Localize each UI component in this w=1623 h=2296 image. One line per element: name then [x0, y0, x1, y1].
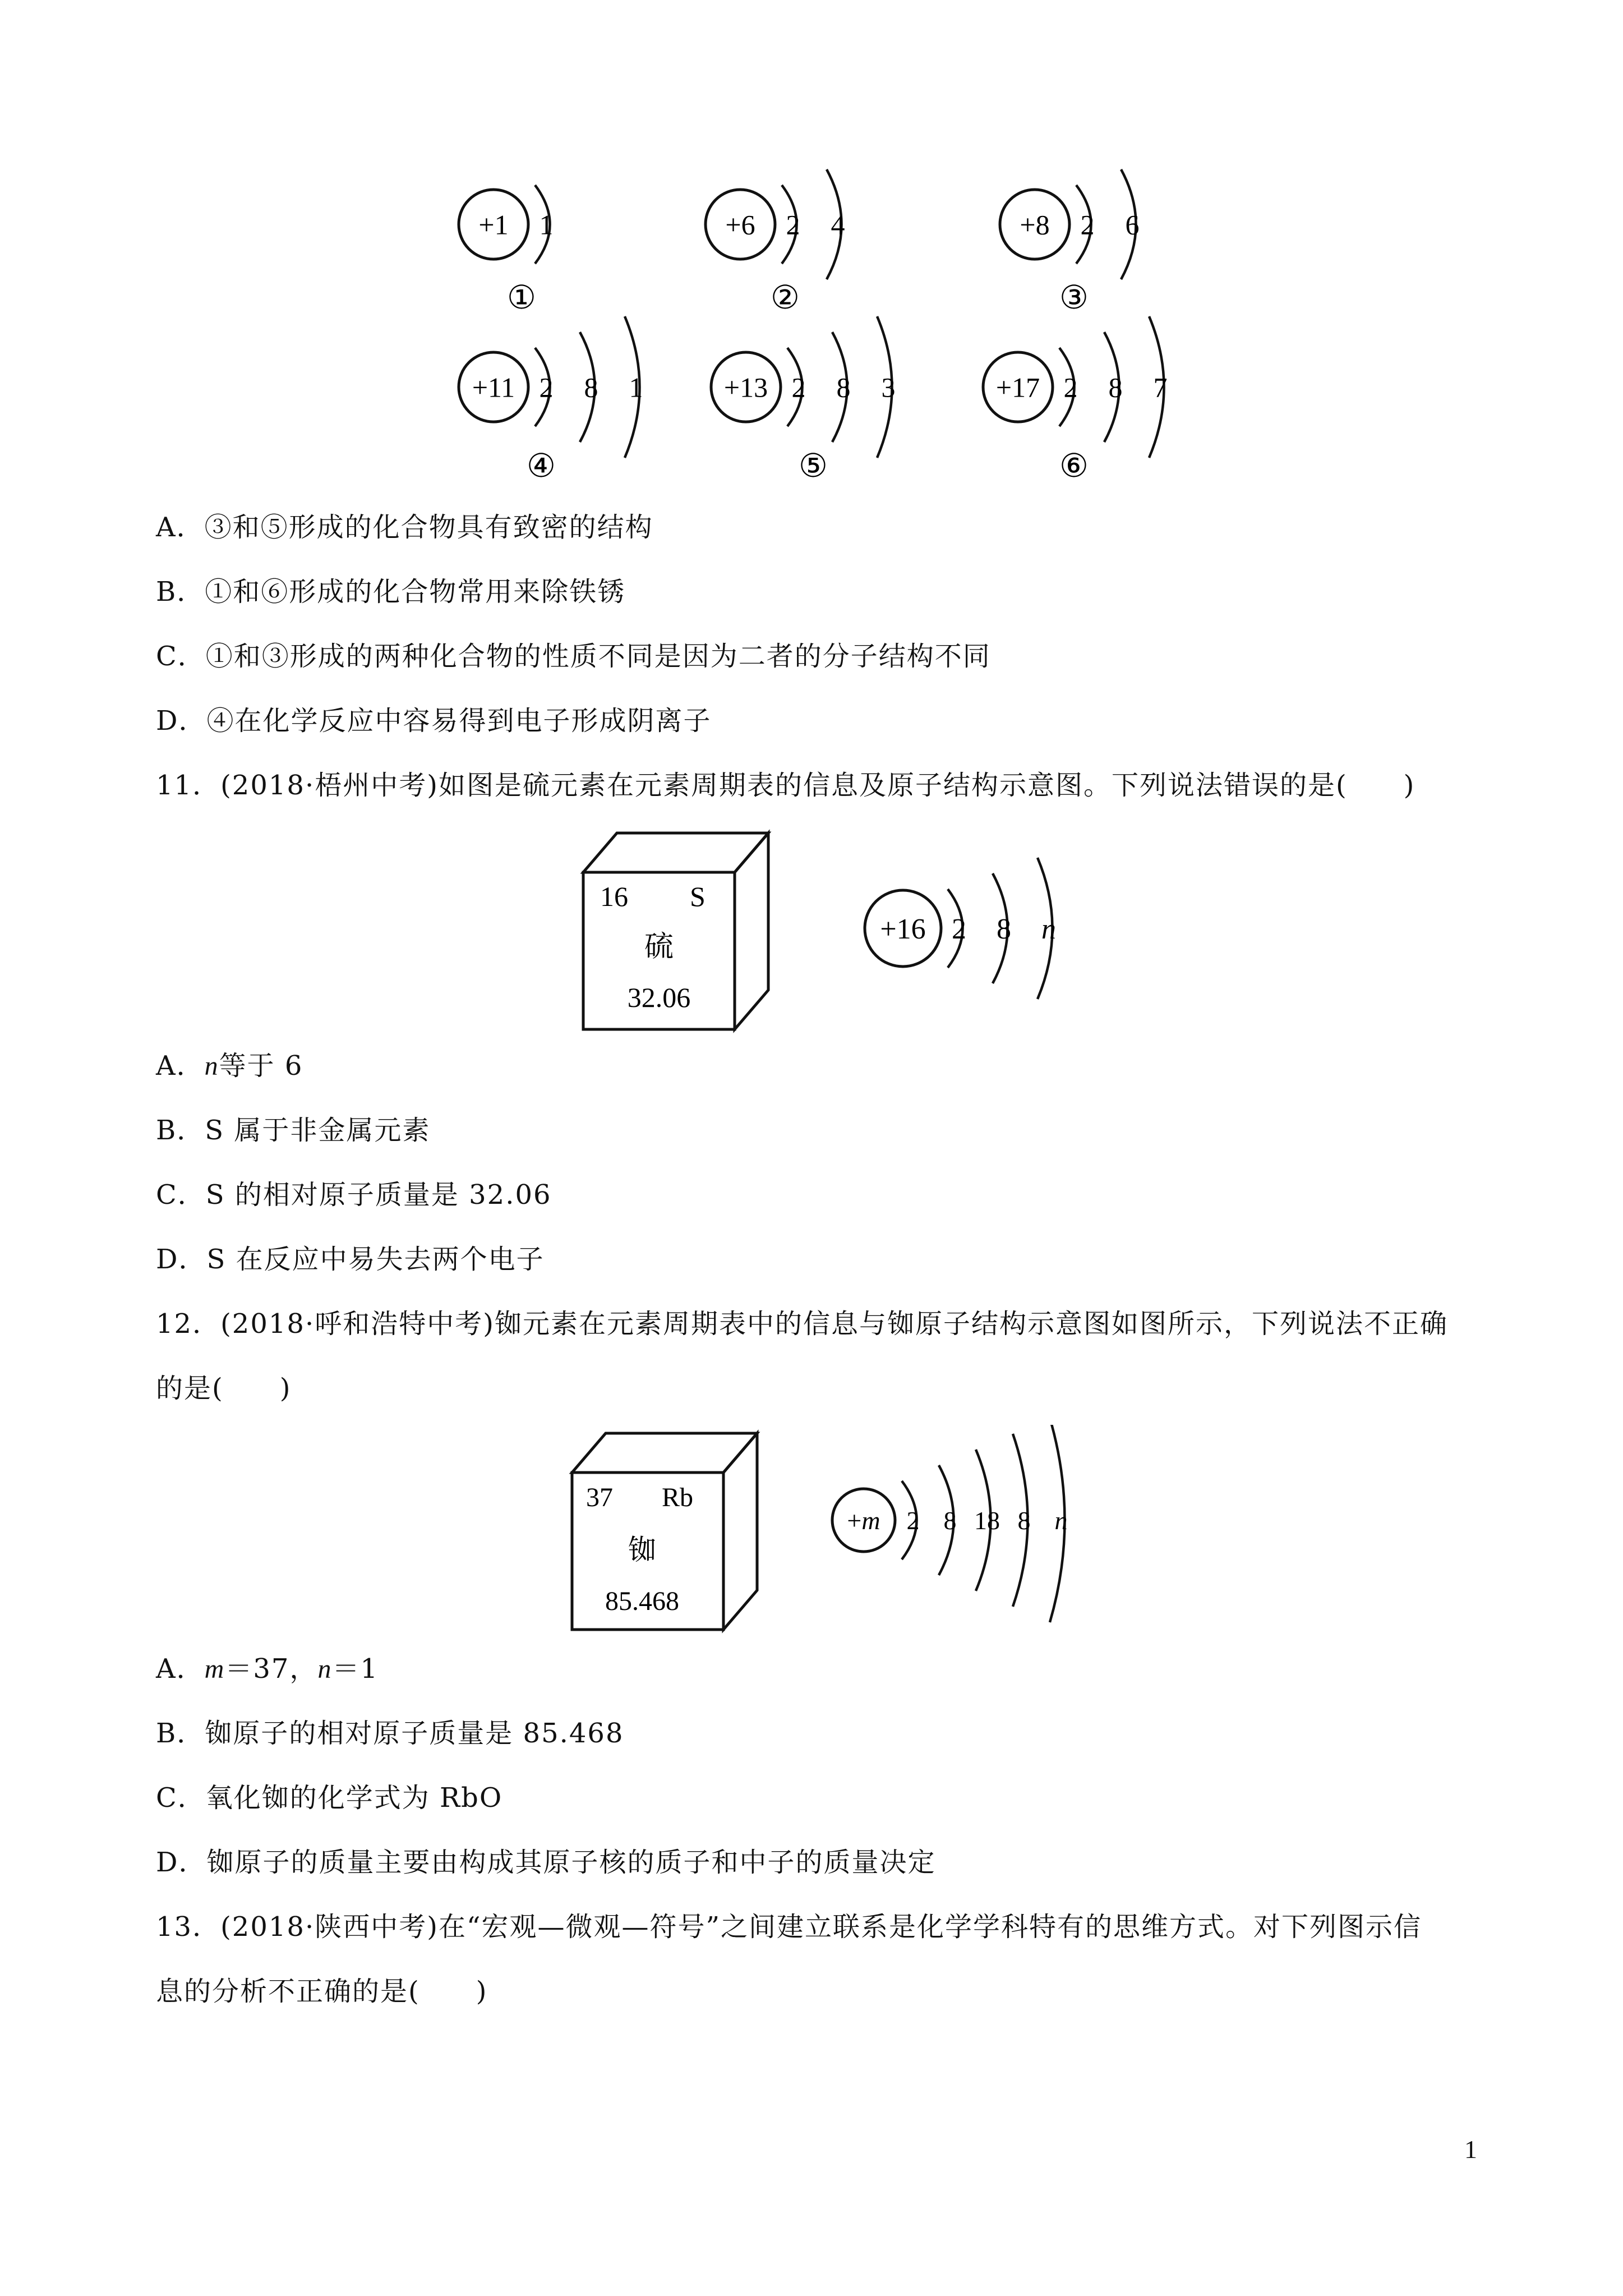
q11-stem: 11．(2018·梧州中考)如图是硫元素在元素周期表的信息及原子结构示意图。下列说法错误的是( ): [156, 770, 1415, 801]
q11-option-a-prefix: A．: [156, 1050, 205, 1082]
q11-option-b: B．S 属于非金属元素: [156, 1115, 431, 1146]
rubidium-symbol: Rb: [662, 1483, 694, 1512]
q10-option-d: D．④在化学反应中容易得到电子形成阴离子: [156, 705, 712, 737]
q12-option-d: D．铷原子的质量主要由构成其原子核的质子和中子的质量决定: [156, 1847, 936, 1878]
q13-stem-line1: 13．(2018·陕西中考)在“宏观—微观—符号”之间建立联系是化学学科特有的思维方式。对下列图示信: [156, 1911, 1422, 1943]
rubidium-atom-structure: [832, 1425, 1068, 1622]
q12-option-c: C．氧化铷的化学式为 RbO: [156, 1782, 503, 1814]
q11-option-d: D．S 在反应中易失去两个电子: [156, 1244, 545, 1275]
atom-label: ⑥: [1059, 447, 1089, 485]
sulfur-atom-structure: [865, 858, 1056, 999]
atom-diagram-1: [459, 185, 554, 316]
atom-label: ②: [771, 278, 800, 316]
shell-electron-count: 8: [836, 371, 851, 403]
sulfur-name: 硫: [644, 930, 674, 964]
shell-electron-count: 18: [974, 1506, 1000, 1535]
nucleus-charge: +17: [995, 371, 1040, 403]
rubidium-atomic-mass: 85.468: [605, 1586, 679, 1616]
shell-electron-count: 2: [906, 1506, 920, 1535]
nucleus-charge: +11: [472, 371, 515, 403]
sulfur-atomic-number: 16: [600, 881, 628, 912]
shell-electron-count: 3: [881, 371, 896, 403]
shell-electron-count: 6: [1125, 209, 1140, 241]
atom-diagram-5: [711, 316, 896, 485]
shell-electron-count: 8: [1017, 1506, 1031, 1535]
q10-option-b: B．①和⑥形成的化合物常用来除铁锈: [156, 576, 626, 608]
shell-electron-count: 8: [997, 913, 1011, 946]
q10-option-a: A．③和⑤形成的化合物具有致密的结构: [156, 512, 653, 543]
atom-diagram-4: [459, 316, 643, 485]
q12-stem-line2: 的是( ): [156, 1373, 292, 1404]
q12-stem-line1: 12．(2018·呼和浩特中考)铷元素在元素周期表中的信息与铷原子结构示意图如图所示，下列说法不正确: [156, 1308, 1448, 1340]
q12-figure: [0, 1425, 1623, 1660]
rubidium-name: 铷: [628, 1534, 656, 1566]
q11-option-c: C．S 的相对原子质量是 32.06: [156, 1179, 552, 1211]
q12-option-a-prefix: A．: [156, 1653, 205, 1685]
atom-label: ③: [1059, 278, 1089, 316]
shell-electron-count: n: [1054, 1506, 1068, 1535]
sulfur-element-tile: [583, 833, 768, 1029]
shell-electron-count: 2: [791, 371, 806, 403]
q11-option-a: [156, 1049, 303, 1083]
sulfur-symbol: S: [690, 881, 706, 912]
sulfur-atomic-mass: 32.06: [627, 982, 691, 1013]
shell-electron-count: 2: [952, 913, 966, 946]
atom-label: ④: [527, 447, 556, 485]
q11-option-a-rest: 等于 6: [219, 1050, 303, 1082]
q12-option-a-n: n: [317, 1654, 333, 1684]
page-number: 1: [1464, 2135, 1477, 2164]
q12-option-a-end: ＝1: [332, 1653, 379, 1685]
nucleus-charge: +m: [847, 1506, 880, 1535]
rubidium-element-tile: [572, 1433, 757, 1630]
shell-electron-count: n: [1041, 913, 1056, 946]
q12-option-b: B．铷原子的相对原子质量是 85.468: [156, 1718, 624, 1749]
shell-electron-count: 1: [539, 209, 554, 241]
shell-electron-count: 4: [831, 209, 845, 241]
nucleus-charge: +8: [1020, 209, 1050, 241]
shell-electron-count: 8: [943, 1506, 957, 1535]
atom-diagram-6: [983, 316, 1168, 485]
atom-diagram-3: [1000, 169, 1140, 316]
shell-electron-count: 2: [1080, 209, 1095, 241]
q12-option-a-m: m: [204, 1654, 225, 1684]
q10-option-c: C．①和③形成的两种化合物的性质不同是因为二者的分子结构不同: [156, 641, 991, 672]
atom-label: ⑤: [799, 447, 828, 485]
shell-electron-count: 2: [1063, 371, 1078, 403]
shell-electron-count: 7: [1153, 371, 1168, 403]
q11-figure: [0, 822, 1623, 1057]
nucleus-charge: +13: [723, 371, 768, 403]
nucleus-charge: +1: [478, 209, 509, 241]
shell-electron-count: 8: [1108, 371, 1123, 403]
nucleus-charge: +16: [880, 913, 926, 946]
shell-electron-count: 2: [539, 371, 554, 403]
shell-electron-count: 1: [629, 371, 643, 403]
shell-electron-count: 8: [584, 371, 598, 403]
q12-option-a: [156, 1652, 379, 1686]
nucleus-charge: +6: [725, 209, 755, 241]
atom-label: ①: [507, 278, 536, 316]
shell-electron-count: 2: [786, 209, 800, 241]
q12-option-a-mid: ＝37，: [225, 1653, 318, 1685]
q11-option-a-var: n: [204, 1051, 219, 1081]
rubidium-atomic-number: 37: [586, 1483, 613, 1512]
atom-diagram-2: [706, 169, 845, 316]
q13-stem-line2: 息的分析不正确的是( ): [156, 1976, 488, 2007]
